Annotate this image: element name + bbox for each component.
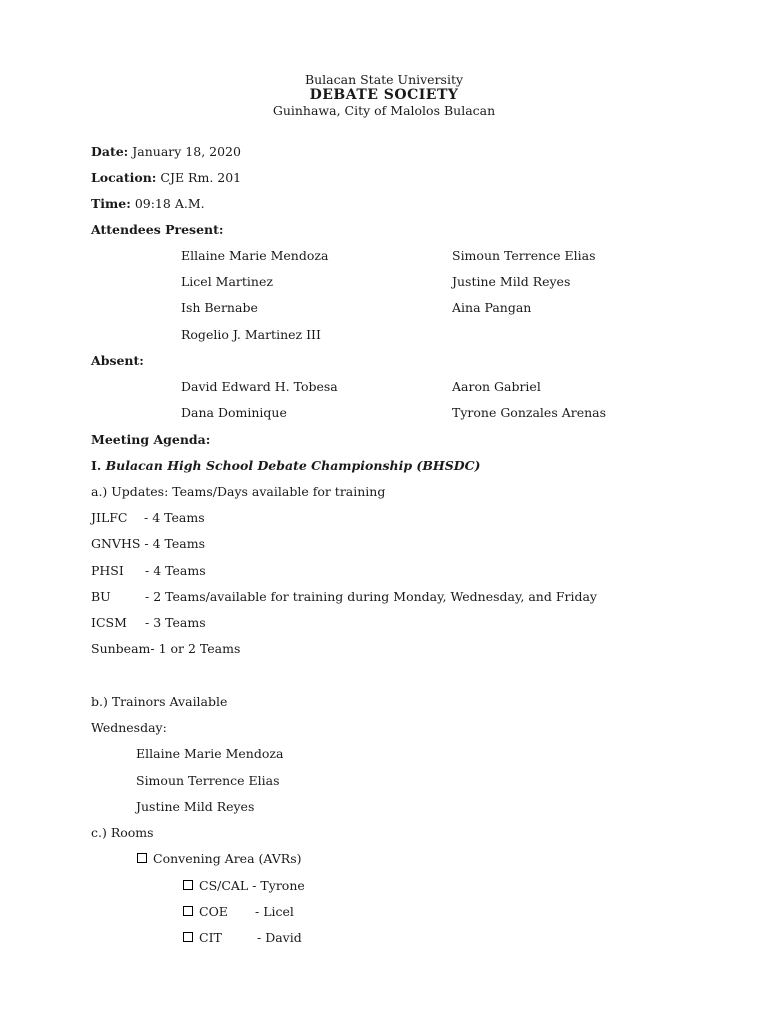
checkbox-icon — [183, 906, 193, 916]
date-label: Date: — [91, 144, 129, 159]
agenda-item-number: I. — [91, 458, 106, 473]
team-school: JILFC — [91, 510, 128, 525]
trainor-name: Simoun Terrence Elias — [136, 773, 280, 788]
room-person: - Tyrone — [252, 878, 305, 893]
team-detail: - 2 Teams/available for training during Monday, Wednesday, and Friday — [145, 589, 597, 604]
team-school: BU — [91, 589, 111, 604]
date-line — [91, 144, 241, 160]
attendee-name: Ish Bernabe — [181, 300, 258, 315]
team-school: ICSM — [91, 615, 127, 630]
absent-name: David Edward H. Tobesa — [181, 379, 338, 394]
absent-name: Tyrone Gonzales Arenas — [452, 405, 607, 420]
location-value: CJE Rm. 201 — [156, 170, 242, 185]
room-person: - David — [257, 930, 302, 945]
agenda-item-title: Bulacan High School Debate Championship (BHSDC) — [105, 458, 481, 473]
room-item — [183, 878, 305, 894]
checkbox-icon — [137, 853, 147, 863]
trainors-heading: b.) Trainors Available — [91, 694, 228, 709]
team-detail: - 1 or 2 Teams — [150, 641, 241, 656]
team-detail: - 4 Teams — [144, 510, 205, 525]
updates-heading: a.) Updates: Teams/Days available for training — [91, 484, 386, 499]
team-row — [91, 589, 597, 605]
room-item — [183, 904, 294, 920]
time-line — [91, 196, 205, 212]
attendee-name: Licel Martinez — [181, 274, 273, 289]
team-detail: - 3 Teams — [145, 615, 206, 630]
absent-name: Dana Dominique — [181, 405, 287, 420]
team-detail: - 4 Teams — [144, 536, 206, 551]
absent-name: Aaron Gabriel — [452, 379, 541, 394]
attendees-heading: Attendees Present: — [91, 222, 224, 237]
team-school: PHSI — [91, 563, 124, 578]
team-school: Sunbeam — [91, 641, 151, 656]
checkbox-icon — [183, 880, 193, 890]
room-college: CIT — [199, 930, 222, 945]
location-label: Location: — [91, 170, 157, 185]
team-row — [91, 641, 240, 657]
agenda-item-1 — [91, 458, 480, 474]
team-row — [91, 510, 205, 526]
room-college: CS/CAL — [199, 878, 249, 893]
attendee-name: Aina Pangan — [452, 300, 532, 315]
team-row — [91, 563, 206, 579]
convening-label: Convening Area (AVRs) — [153, 851, 302, 866]
agenda-heading: Meeting Agenda: — [91, 432, 211, 447]
rooms-heading: c.) Rooms — [91, 825, 154, 840]
team-row — [91, 536, 205, 552]
room-item — [183, 930, 302, 946]
university-name: Bulacan State University — [304, 72, 464, 87]
trainor-name: Ellaine Marie Mendoza — [136, 746, 284, 761]
checkbox-icon — [183, 932, 193, 942]
team-row — [91, 615, 206, 631]
attendee-name: Simoun Terrence Elias — [452, 248, 596, 263]
convening-item — [137, 851, 302, 867]
location-line — [91, 170, 241, 186]
room-person: - Licel — [255, 904, 294, 919]
trainor-day: Wednesday: — [91, 720, 167, 735]
attendee-name: Justine Mild Reyes — [452, 274, 571, 289]
absent-heading: Absent: — [91, 353, 144, 368]
date-value: January 18, 2020 — [128, 144, 241, 159]
room-college: COE — [199, 904, 228, 919]
team-school: GNVHS — [91, 536, 141, 551]
time-value: 09:18 A.M. — [130, 196, 205, 211]
address: Guinhawa, City of Malolos Bulacan — [272, 103, 496, 118]
society-title: DEBATE SOCIETY — [309, 87, 459, 103]
team-detail: - 4 Teams — [145, 563, 206, 578]
attendee-name: Rogelio J. Martinez III — [181, 327, 321, 342]
trainor-name: Justine Mild Reyes — [136, 799, 255, 814]
attendee-name: Ellaine Marie Mendoza — [181, 248, 329, 263]
time-label: Time: — [91, 196, 131, 211]
